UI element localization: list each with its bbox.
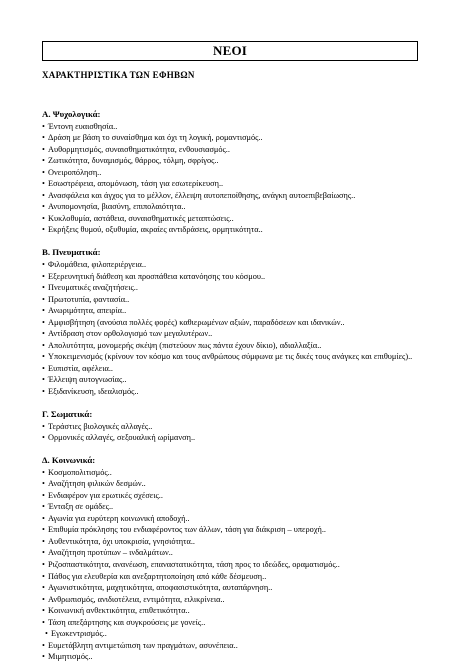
bullet-icon: • [42,352,45,362]
list-item [42,121,422,133]
list-item [42,144,422,156]
bullet-icon: • [42,167,45,177]
list-item-text: Αντίδραση στον ορθολογισμό των μεγαλυτέρων.. [48,329,213,339]
list-item [42,628,422,640]
list-item [42,547,422,559]
bullet-icon: • [42,306,45,316]
list-item [42,432,422,444]
list-item [42,340,422,352]
list-item [42,363,422,375]
list-item-text: Ορμονικές αλλαγές, σεξουαλική ωρίμανση.. [48,433,196,443]
list-item [42,513,422,525]
list-item-text: Έντονη ευαισθησία.. [48,121,118,131]
bullet-icon: • [42,133,45,143]
list-item [42,501,422,513]
list-item [42,190,422,202]
bullet-icon: • [42,363,45,373]
list-item-text: Ανυπομονησία, βιασύνη, επιπολαιότητα.. [48,202,186,212]
page-title: ΝΕΟΙ [42,41,418,61]
list-item-text: Κυκλοθυμία, αστάθεια, συναισθηματικές μεταπτώσεις.. [48,213,234,223]
bullet-icon: • [42,502,45,512]
list-item-text: Ευμετάβλητη αντιμετώπιση των πραγμάτων, ασυνέπεια.. [48,640,238,650]
section-heading: Β. Πνευματικά: [42,247,101,258]
bullet-icon: • [42,433,45,443]
list-item [42,259,422,271]
bullet-icon: • [42,156,45,166]
bullet-icon: • [42,617,45,627]
list-item [42,155,422,167]
list-item-text: Τεράστιες βιολογικές αλλαγές.. [48,421,153,431]
list-item-text: Απολυτότητα, μονομερής σκέψη (πιστεύουν πως πάντα έχουν δίκιο), αδιαλλαξία.. [48,340,322,350]
list-item-text: Αναζήτηση προτύπων – ινδαλμάτων.. [48,548,173,558]
document-subtitle: ΧΑΡΑΚΤΗΡΙΣΤΙΚΑ ΤΩΝ ΕΦΗΒΩΝ [42,70,195,80]
list-item-text: Κοινωνική ανθεκτικότητα, επιθετικότητα.. [48,606,190,616]
list-item [42,467,422,479]
list-item-text: Φιλομάθεια, φιλοπεριέργεια.. [48,259,147,269]
list-item [42,605,422,617]
list-item-text: Αγωνία για ευρύτερη κοινωνική αποδοχή.. [48,513,190,523]
bullet-icon: • [42,294,45,304]
list-item-text: Έλλειψη αυτογνωσίας.. [48,375,127,385]
bullet-icon: • [42,640,45,650]
bullet-icon: • [42,190,45,200]
list-item-text: Πνευματικές αναζητήσεις.. [48,283,138,293]
list-item-text: Ζωτικότητα, δυναμισμός, θάρρος, τόλμη, σφρίγος.. [48,156,219,166]
list-item-text: Αμφισβήτηση (ανούσια πολλές φορές) καθιερωμένων αξιών, παραδόσεων και ιδανικών.. [48,317,345,327]
list-item-text: Ενδιαφέρον για ερωτικές σχέσεις.. [48,490,163,500]
section [42,409,422,444]
list-item [42,167,422,179]
list-item-text: Ονειροπόληση.. [48,167,102,177]
bullet-icon: • [42,548,45,558]
bullet-icon: • [42,340,45,350]
list-item [42,294,422,306]
list-item-text: Ανθρωπισμός, ανιδιοτέλεια, εντιμότητα, ειλικρίνεια.. [48,594,225,604]
list-item [42,617,422,629]
list-item-text: Τάση απεξάρτησης και συγκρούσεις με γονείς.. [48,617,206,627]
list-item [42,421,422,433]
list-item-text: Πάθος για ελευθερία και ανεξαρτητοποίηση από κάθε δέσμευση.. [48,571,267,581]
section [42,247,422,397]
bullet-icon: • [42,513,45,523]
bullet-icon: • [42,652,45,662]
list-item [42,374,422,386]
bullet-icon: • [42,317,45,327]
list-item [42,594,422,606]
bullet-icon: • [42,571,45,581]
list-item-text: Υποκειμενισμός (κρίνουν τον κόσμο και τους ανθρώπους σύμφωνα με τις δικές τους ανάγκες και επιθυμίες).. [48,352,413,362]
list-item [42,317,422,329]
list-item-text: Δράση με βάση το συναίσθημα και όχι τη λογική, ρομαντισμός.. [48,133,263,143]
bullet-icon: • [42,490,45,500]
list-item [42,386,422,398]
list-item-text: Αγωνιστικότητα, μαχητικότητα, αποφασιστικότητα, αυταπάρνηση.. [48,583,273,593]
list-item [42,282,422,294]
list-item [42,132,422,144]
section-heading: Γ. Σωματικά: [42,409,93,420]
list-item [42,178,422,190]
list-item [42,582,422,594]
list-item-text: Ριζοσπαστικότητα, ανανέωση, επαναστατικότητα, τάση προς το ιδεώδες, οραματισμός.. [48,560,340,569]
bullet-icon: • [42,329,45,339]
section-heading: Δ. Κοινωνικά: [42,455,96,466]
bullet-icon: • [42,179,45,189]
list-item [42,328,422,340]
bullet-icon: • [42,525,45,535]
list-item-text: Εκρήξεις θυμού, οξυθυμία, ακραίες αντιδράσεις, ορμητικότητα.. [48,225,263,235]
list-item [42,271,422,283]
bullet-icon: • [42,479,45,489]
document-body [42,109,422,663]
list-item [42,201,422,213]
bullet-icon: • [42,606,45,616]
bullet-icon: • [42,594,45,604]
list-item-text: Ανωριμότητα, απειρία.. [48,306,127,316]
list-item [42,651,422,663]
list-item-text: Εξιδανίκευση, ιδεαλισμός.. [48,386,139,396]
list-item-text: Αναζήτηση φιλικών δεσμών.. [48,479,146,489]
list-item-text: Αυθορμητισμός, συναισθηματικότητα, ενθουσιασμός.. [48,144,230,154]
bullet-icon: • [42,271,45,281]
section [42,109,422,236]
bullet-icon: • [42,213,45,223]
list-item-text: Αυθεντικότητα, όχι υποκρισία, γνησιότητα.. [48,536,195,546]
list-item-text: Εγωκεντρισμός.. [51,629,107,639]
list-item-text: Εξερευνητική διάθεση και προσπάθεια κατανόησης του κόσμου.. [48,271,266,281]
list-item [42,305,422,317]
list-item-text: Ευπιστία, αφέλεια.. [48,363,113,373]
list-item-text: Κοσμοπολιτισμός.. [48,467,112,477]
bullet-icon: • [42,467,45,477]
list-item [42,536,422,548]
list-item-text: Επιθυμία πρόκλησης του ενδιαφέροντος των άλλων, τάση για διάκριση – υπεροχή.. [48,525,326,535]
bullet-icon: • [42,202,45,212]
list-item [42,640,422,652]
bullet-icon: • [42,583,45,593]
list-item [42,478,422,490]
list-item [42,571,422,583]
section-heading: Α. Ψυχολογικά: [42,109,101,119]
list-item [42,351,422,363]
bullet-icon: • [42,386,45,396]
bullet-icon: • [42,225,45,235]
bullet-icon: • [42,121,45,131]
list-item-text: Ένταξη σε ομάδες.. [48,502,114,512]
list-item [42,559,422,571]
list-item [42,490,422,502]
bullet-icon: • [42,421,45,431]
section [42,455,422,663]
bullet-icon: • [42,560,45,569]
list-item [42,213,422,225]
list-item [42,224,422,236]
bullet-icon: • [42,259,45,269]
list-item-text: Πρωτοτυπία, φαντασία.. [48,294,130,304]
bullet-icon: • [42,144,45,154]
bullet-icon: • [42,283,45,293]
bullet-icon: • [42,375,45,385]
bullet-icon: • [42,536,45,546]
bullet-icon: • [45,629,48,639]
list-item-text: Εσωστρέφεια, απομόνωση, τάση για εσωτερίκευση.. [48,179,224,189]
list-item-text: Μιμητισμός.. [48,652,93,662]
list-item [42,524,422,536]
list-item-text: Ανασφάλεια και άγχος για το μέλλον, έλλειψη αυτοπεποίθησης, ανάγκη αυτοεπιβεβαίωσης.. [48,190,356,200]
